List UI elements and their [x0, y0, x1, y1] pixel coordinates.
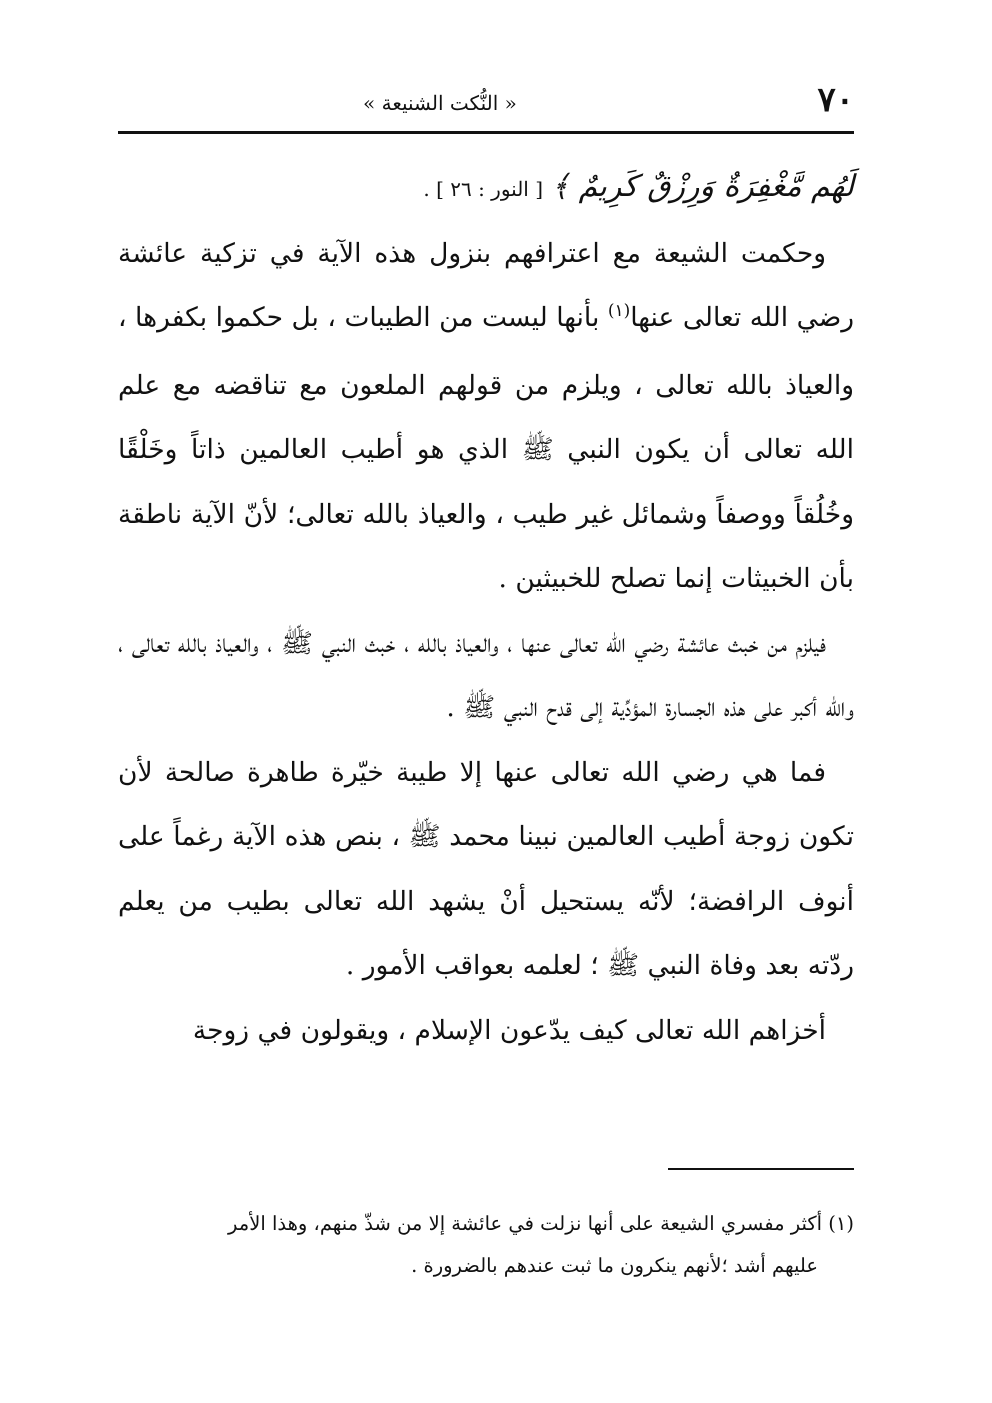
- paragraph-2: فيلزم من خبث عائشة رضي الله تعالى عنها ، والعياذ بالله ، خبث النبي ﷺ ، والعياذ بالله تعالى ، والله أكبر على هذه الجسارة المؤدِّية إلى قدح النبي ﷺ .: [118, 627, 854, 723]
- running-title: « النُّكت الشنيعة »: [363, 91, 517, 115]
- footnote-rule: [668, 1168, 854, 1170]
- main-text: [118, 155, 854, 1063]
- footnote-marker: (١): [607, 301, 631, 321]
- footnote-line-2: عليهم أشد ؛لأنهم ينكرون ما ثبت عندهم بالضرورة .: [411, 1254, 818, 1277]
- quran-verse: لَهُم مَّغْفِرَةٌ وَرِزْقٌ كَرِيمٌ ﴾: [551, 169, 854, 204]
- paragraph-1-text-b: بأنها ليست من الطيبات ، بل حكموا بكفرها ، والعياذ بالله تعالى ، ويلزم من قولهم الملعون مع تناقضه مع علم الله تعالى أن يكون النبي ﷺ الذي هو أطيب العالمين ذاتاً وخَلْقًا وخُلُقاً ووصفاً وشمائل غير طيب ، والعياذ بالله تعالى؛ لأنّ الآية ناطقة بأن الخبيثات إنما تصلح للخبيثين .: [118, 302, 854, 594]
- paragraph-4: أخزاهم الله تعالى كيف يدّعون الإسلام ، ويقولون في زوجة: [192, 1014, 826, 1046]
- footnote-line-1: (١) أكثر مفسري الشيعة على أنها نزلت في عائشة إلا من شذّ منهم، وهذا الأمر: [228, 1212, 854, 1235]
- verse-line: [118, 155, 854, 222]
- page-header: [118, 78, 854, 130]
- paragraph-1: [118, 222, 854, 612]
- paragraph-3: فما هي رضي الله تعالى عنها إلا طيبة خيّرة طاهرة صالحة لأن تكون زوجة أطيب العالمين نبينا محمد ﷺ ، بنص هذه الآية رغماً على أنوف الرافضة؛ لأنّه يستحيل أنْ يشهد الله تعالى بطيب من يعلم ردّته بعد وفاة النبي ﷺ ؛ لعلمه بعواقب الأمور .: [118, 756, 854, 981]
- paragraph-1-text-a: وحكمت الشيعة مع اعترافهم بنزول هذه الآية في تزكية عائشة رضي الله تعالى عنها: [118, 237, 854, 333]
- verse-reference: [ النور : ٢٦ ] .: [423, 177, 544, 201]
- header-rule: [118, 131, 854, 134]
- page-number: ٧٠: [817, 80, 854, 120]
- footnote: [118, 1203, 854, 1287]
